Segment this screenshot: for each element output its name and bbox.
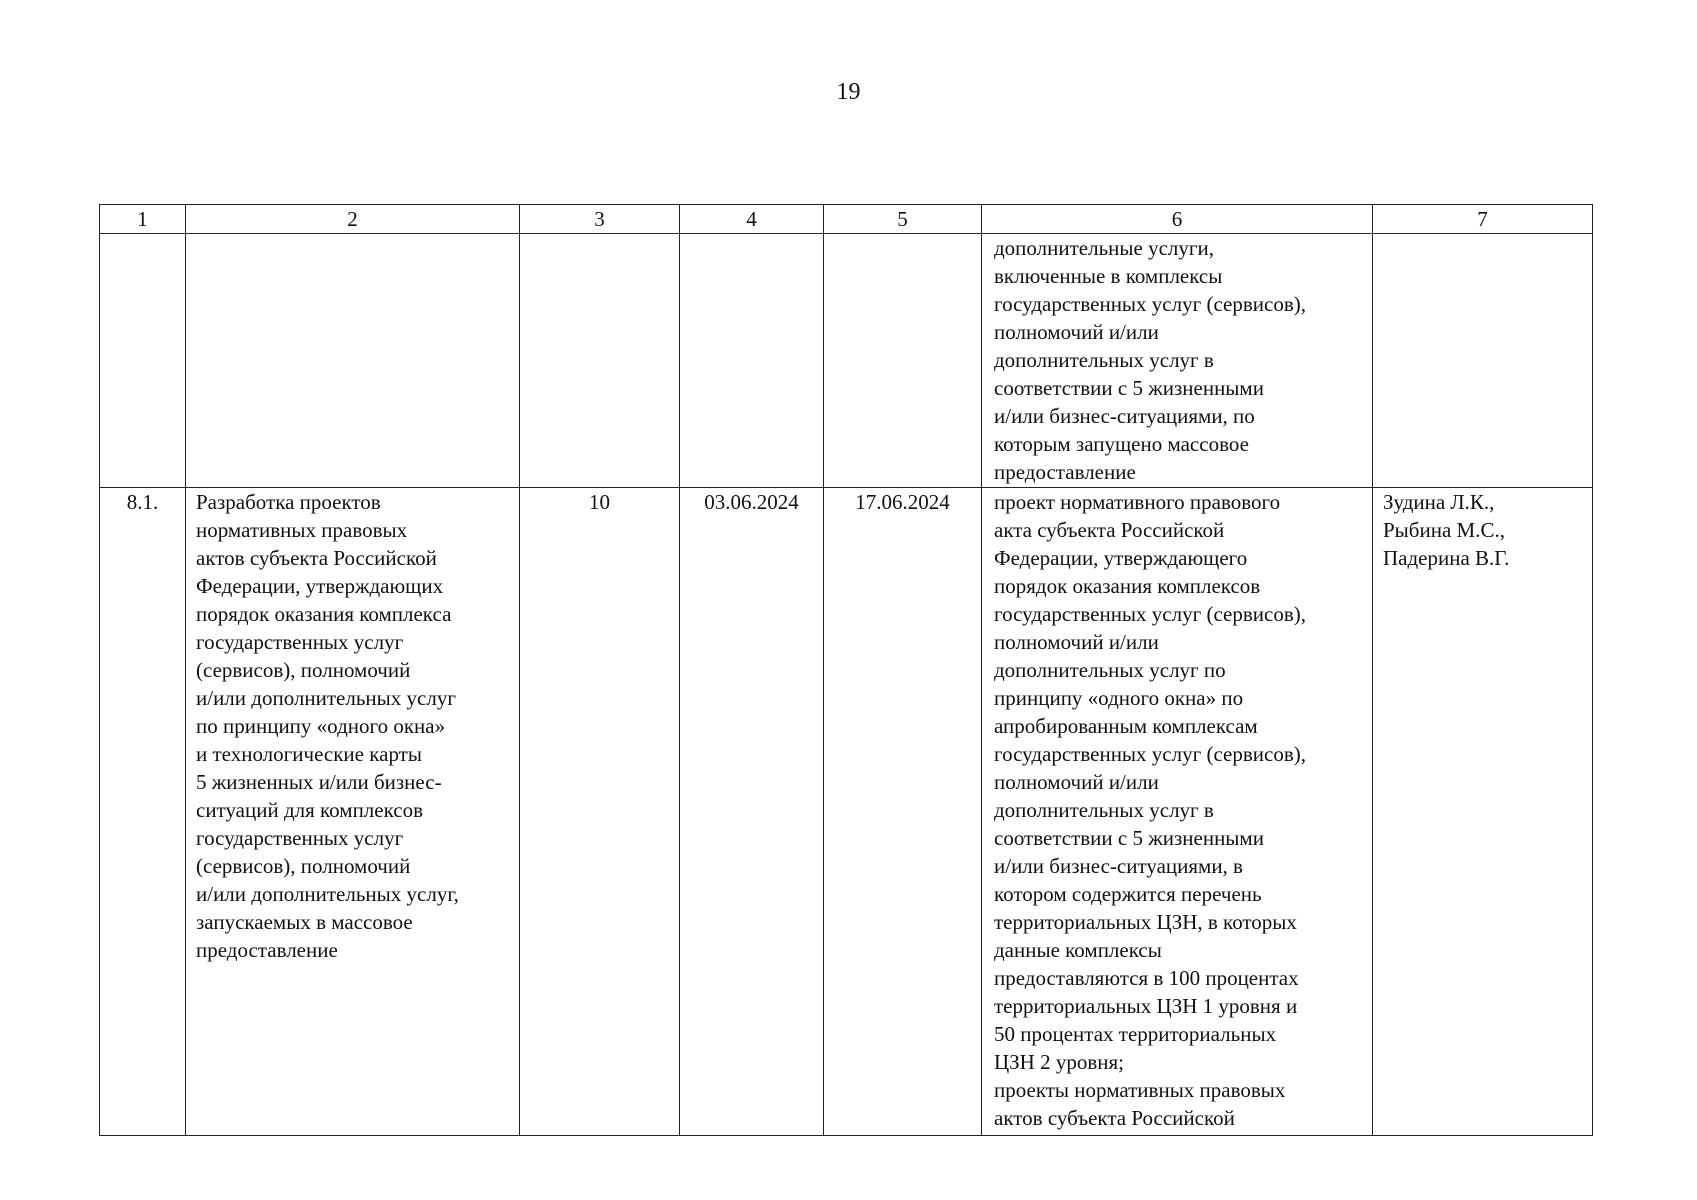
cont-cell-6 <box>982 234 1373 488</box>
start-date-cell <box>680 488 824 1136</box>
responsible-cell <box>1373 488 1593 1136</box>
cont-cell-1 <box>100 234 186 488</box>
header-col-2: 2 <box>186 205 520 234</box>
cont-cell-3 <box>520 234 680 488</box>
continuation-row <box>100 234 1593 488</box>
header-row <box>100 205 1593 234</box>
result-cell <box>982 488 1373 1136</box>
plan-table <box>99 204 1593 1136</box>
cont-cell-5 <box>824 234 982 488</box>
header-col-4: 4 <box>680 205 824 234</box>
header-col-3: 3 <box>520 205 680 234</box>
table-row-8-1 <box>100 488 1593 1136</box>
result-text: проект нормативного правового акта субъекта Российской Федерации, утверждающего порядок оказания комплексов государственных услуг (сервисов), полномочий и/или дополнительных услуг по принципу «одного окна» по апробированным комплексам государственных услуг (сервисов), полномочий и/или дополнительных услуг в соответствии с 5 жизненными и/или бизнес-ситуациями, в котором содержится перечень территориальных ЦЗН, в которых данные комплексы предоставляются в 100 процентах территориальных ЦЗН 1 уровня и 50 процентах территориальных ЦЗН 2 уровня; проекты нормативных правовых актов субъекта Российской <box>994 490 1306 1130</box>
header-col-6: 6 <box>982 205 1373 234</box>
continuation-result-text: дополнительные услуги, включенные в комплексы государственных услуг (сервисов), полномочий и/или дополнительных услуг в соответствии с 5 жизненными и/или бизнес-ситуациями, по которым запущено массовое предоставление <box>994 236 1306 484</box>
task-name: Разработка проектов нормативных правовых актов субъекта Российской Федерации, утверждающих порядок оказания комплекса государственных услуг (сервисов), полномочий и/или дополнительных услуг по принципу «одного окна» и технологические карты 5 жизненных и/или бизнес- ситуаций для комплексов государственных услуг (сервисов), полномочий и/или дополнительных услуг, запускаемых в массовое предоставление <box>196 490 459 962</box>
task-name-cell <box>186 488 520 1136</box>
row-number-cell <box>100 488 186 1136</box>
end-date-cell <box>824 488 982 1136</box>
start-date: 03.06.2024 <box>704 490 799 514</box>
header-col-1: 1 <box>100 205 186 234</box>
cont-cell-4 <box>680 234 824 488</box>
row-number: 8.1. <box>126 490 159 514</box>
cont-cell-2 <box>186 234 520 488</box>
duration: 10 <box>589 490 610 514</box>
header-col-5: 5 <box>824 205 982 234</box>
page-number: 19 <box>836 79 861 105</box>
header-col-7: 7 <box>1373 205 1593 234</box>
duration-cell <box>520 488 680 1136</box>
end-date: 17.06.2024 <box>855 490 950 514</box>
responsible-persons: Зудина Л.К., Рыбина М.С., Падерина В.Г. <box>1383 490 1510 570</box>
cont-cell-7 <box>1373 234 1593 488</box>
